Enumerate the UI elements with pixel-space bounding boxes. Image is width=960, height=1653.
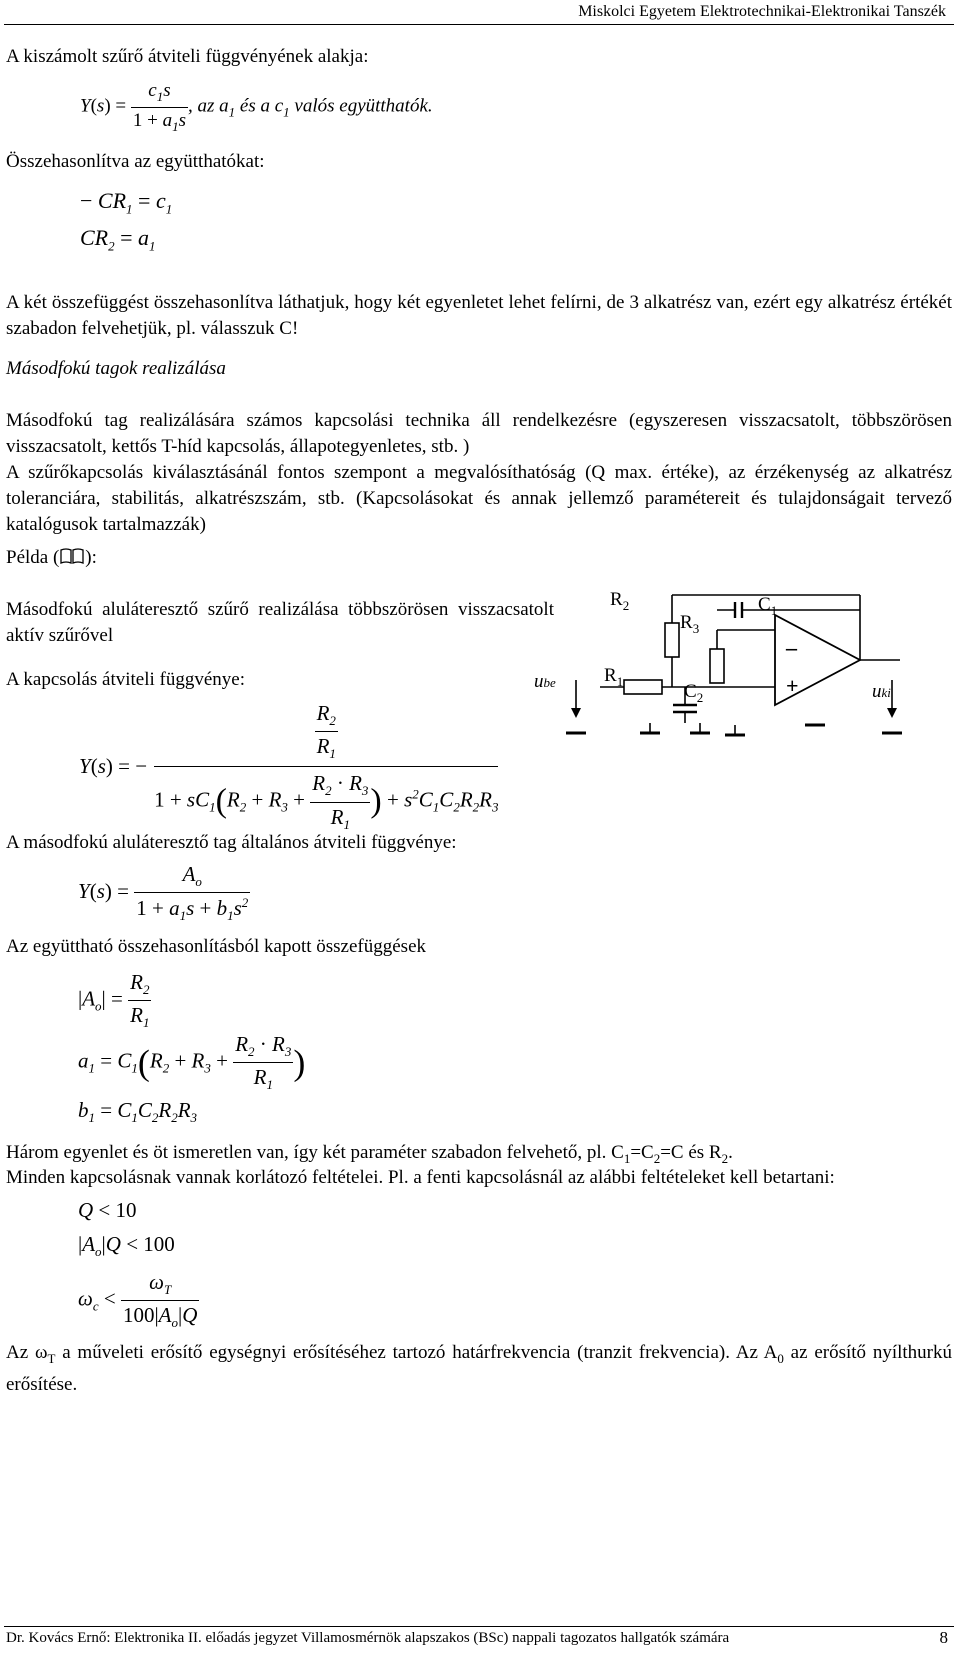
label-plus: + [786,673,799,698]
paragraph-omega-t: Az $\omega_T$ a műveleti erősítő egységnyi erősítéséhez tartozó határfrekvencia (tranzit frekvencia). Az $A_0$ az erősítő nyílthurkú erősítése. [6,1342,952,1395]
equation-circuit-transfer: Y(s) = − $\frac{R_2}{R_1}$ $1 + sC_1(R_2 + R_3$ + $\frac{R_2 \cdot R_3}{R_1}$ ) + $s^2C_1C_2R_2R_3$ [79,701,499,832]
example-label: Példa ( [6,547,60,568]
equation-a1: $a_1 = C_1(R_2 + R_3$ + $\frac{R_2 \cdot R_3}{R_1}$ ) [78,1032,306,1093]
footer-text: Dr. Kovács Ernő: Elektronika II. előadás jegyzet Villamosmérnök alapszakos (BSc) nappali tagozatos hallgatók számára [6,1630,730,1646]
equation-compare-2: $CR_2 = a_1$ [80,225,156,254]
example-description: Másodfokú aluláteresztő szűrő realizálása többszörösen visszacsatolt aktív szűrővel [6,599,554,646]
label-r1: $R_1$ [604,665,624,689]
label-r2: $R_2$ [610,589,630,613]
intro-line: A kiszámolt szűrő átviteli függvényének alakja: [6,46,369,67]
label-r3: $R_3$ [680,612,700,636]
footer-rule [4,1626,954,1627]
condition-q: Q < 10 [78,1198,137,1222]
section-title: Másodfokú tagok realizálása [6,358,226,379]
label-c2: $C_2$ [684,681,704,705]
paragraph-constraints: Minden kapcsolásnak vannak korlátozó feltételei. Pl. a fenti kapcsolásnál az alábbi feltételeket kell betartani: [6,1167,835,1188]
eq1-note-mid: és a c [235,95,284,117]
equation-b1: $b_1 = C_1C_2R_2R_3$ [78,1098,198,1126]
equation-general-transfer: Y(s) = $\frac{A_o}{1 + a_1s + b_1s^2}$ [78,862,249,924]
coeff-label: Az együttható összehasonlításból kapott összefüggések [6,936,427,957]
paragraph-three-equations: Három egyenlet és öt ismeretlen van, így két paraméter szabadon felvehető, pl. $C_1=C_2=C$ és $R_2$. [6,1142,733,1166]
equation-compare-1: − $CR_1 = c_1$ [80,188,173,217]
label-ube: ube [534,671,556,692]
label-c1: $C_1$ [758,594,778,618]
transfer-label: A kapcsolás átviteli függvénye: [6,669,246,690]
example-line [6,545,97,571]
page-number: 8 [939,1628,948,1647]
example-end: ): [85,547,97,568]
label-minus: – [786,635,797,660]
circuit-diagram [534,575,950,775]
label-uki: uki [872,681,891,702]
resistor-r2 [665,623,679,657]
resistor-r3 [710,649,724,683]
condition-omega: $\omega_c$ < $\frac{\omega_T}{100|A_o|Q}$ [78,1270,198,1331]
eq1-note: , az a [187,95,229,117]
paragraph-two-equations: A két összefüggést összehasonlítva láthatjuk, hogy két egyenletet lehet felírni, de 3 alkatrész van, ezért egy alkatrész értékét szabadon felvehetjük, pl. válasszuk C! [6,292,952,339]
equation-first-order: Y(s) = $\frac{c_1s}{1 + a_1s}$ , az $a_1$ és a $c_1$ valós együtthatók. [80,80,433,134]
condition-ao-q: $|A_o|Q < 100$ [78,1232,175,1260]
paragraph-selection: A szűrőkapcsolás kiválasztásánál fontos szempont a megvalósíthatóság (Q max. értéke), az érzékenység az alkatrész toleranciára, stabilitás, alkatrészszám, stb. (Kapcsolásokat és annak jellemző paramétereit és tulajdonságait tervező katalógusok tartalmazzák) [6,462,952,535]
eq1-note-end: valós együtthatók. [289,95,433,117]
header-rule [4,24,954,25]
paragraph-techniques: Másodfokú tag realizálására számos kapcsolási technika áll rendelkezésre (egyszeresen visszacsatolt, többszörösen visszacsatolt, kettős T-híd kapcsolás, állapotegyenletes, stb. ) [6,410,952,457]
resistor-r1 [624,680,662,694]
equation-ao: $|A_o|$ = $\frac{R_2}{R_1}$ [78,970,150,1031]
general-label: A másodfokú aluláteresztő tag általános átviteli függvénye: [6,832,457,853]
compare-line: Összehasonlítva az együtthatókat: [6,151,265,172]
page-header: Miskolci Egyetem Elektrotechnikai-Elektronikai Tanszék [578,3,946,20]
book-icon [59,547,85,568]
